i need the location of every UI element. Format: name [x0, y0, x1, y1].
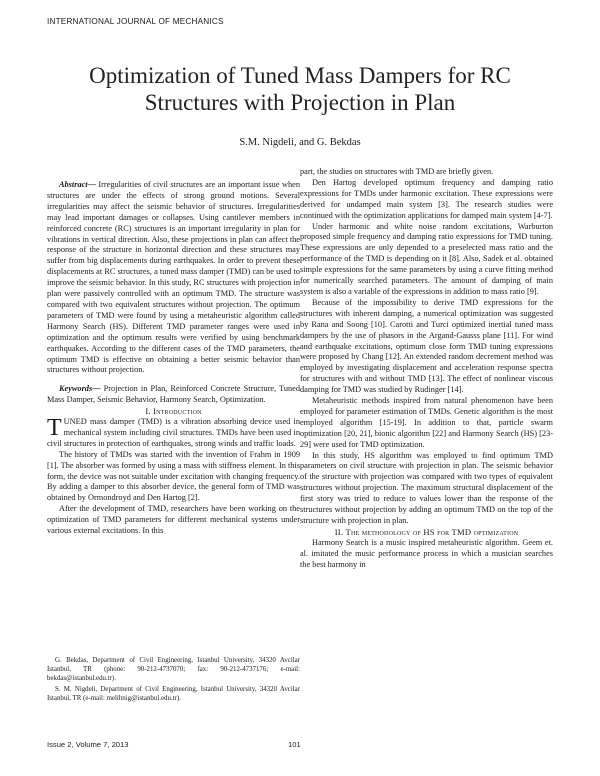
right-paragraph-2: Under harmonic and white noise random excitations, Warburton proposed simple frequency and damping ratio expressions for TMD tuning. These expressions are only depended to a preselected mass ratio and the performance of the TMD is depending on it [8]. Also, Sadek et al. obtained simple expressions for the same parameters by using a curve fitting method for numerically searched parameters. The amount of damping of main system is also a variable of the expressions in addition to mass ratio [9]. [300, 221, 553, 296]
section-title: The methodology of HS for TMD optimization [345, 526, 519, 537]
section-number: II. [334, 526, 346, 537]
abstract-label: Abstract— [59, 180, 96, 189]
right-paragraph-3: Because of the impossibility to derive TMD expressions for the structures with inherent damping, a numerical optimization was suggested by Rana and Soong [10]. Carotti and Turci optimized inertial tuned mass dampers by the use of phasors in the Argand-Gausss plane [11]. For wind and earthquake excitations, optimum close form TMD tuning expressions were proposed by Chang [12]. An extended random decrement method was employed by investigating displacement and acceleration response spectra for structures with and without TMD [13]. The effect of nonlinear viscous damping for TMD was studied by Rudinger [14]. [300, 297, 553, 395]
abstract-text: Irregularities of civil structures are an important issue when structures are under the effects of strong ground motions. Several irregularities may affect the seismic behavior of structures. Irregularities may lead important damages or collapses. Using cantilever members in reinforced concrete (RC) structures is an important irregularity in plan for vibrations in vertical direction. Also, these projections in plan can affect the response of the structure in horizontal direction and these structures may suffer from big displacements during earthquakes. In order to prevent these displacements at RC structures, a tuned mass damper (TMD) can be used to improve the seismic behavior. In this study, RC structures with projection in plan were passively controlled with an optimum TMD. The structure was compared with two equivalent structures without projection. The optimum parameters of TMD were found by using a metaheuristic algorithm called Harmony Search (HS). Different TMD parameter ranges were used in optimization and the optimum results were verified by using benchmark earthquakes. According to the different cases of the TMD parameters, the optimum TMD is effective on obtaining a better seismic behavior than structures without projection. [47, 180, 300, 375]
keywords [47, 384, 300, 406]
right-column [300, 167, 553, 571]
keywords-text: Projection in Plan, Reinforced Concrete Structure, Tuned Mass Damper, Seismic Behavior, Harmony Search, Optimization. [47, 384, 300, 405]
footnote-bekdas: G. Bekdas, Department of Civil Engineering, Istanbul University, 34320 Avcilar Istanbul, TR (phone: 90-212-4737070; fax: 90-212-4737176; e-mail: bekdas@istanbul.edu.tr). [47, 657, 300, 682]
abstract [47, 180, 300, 376]
intro-paragraph-2: The history of TMDs was started with the invention of Frahm in 1909 [1]. The absorber was formed by using a mass with stiffness element. In this form, the device was not suitable under excitation with changing frequency. By adding a damper to this absorber device, the general form of TMD was obtained by Ormondroyd and Den Hartog [2]. [47, 449, 300, 503]
section-heading-introduction [47, 406, 300, 417]
right-paragraph-1: Den Hartog developed optimum frequency and damping ratio expressions for TMDs under harmonic excitation. These expressions were derived for undamped main system [3]. The research studies were continued with the optimization applications for damped main system [4-7]. [300, 177, 553, 220]
paper-title: Optimization of Tuned Mass Dampers for RC Structures with Projection in Plan [89, 63, 511, 115]
section-number: I. [145, 406, 154, 417]
journal-name: INTERNATIONAL JOURNAL OF MECHANICS [47, 17, 224, 26]
left-column [47, 180, 300, 537]
section-title: Introduction [153, 406, 202, 417]
right-paragraph-0: part, the studies on structures with TMD are briefly given. [300, 167, 494, 176]
issue-info: Issue 2, Volume 7, 2013 [47, 740, 129, 749]
page-number: 101 [288, 740, 301, 749]
footnotes [47, 656, 300, 705]
drop-cap: T [47, 415, 62, 442]
intro-paragraph-1 [47, 417, 300, 450]
intro-paragraph-3: After the development of TMD, researchers have been working on the optimization of TMD parameters for different mechanical systems under various external excitations. In this [47, 504, 300, 536]
right-paragraph-6: Harmony Search is a music inspired metaheuristic algorithm. Geem et. al. imitated the music performance process in which a musician searches the best harmony in [300, 537, 553, 569]
keywords-label: Keywords— [59, 384, 101, 394]
right-paragraph-5: In this study, HS algorithm was employed to find optimum TMD parameters on civil structure with projection in plan. The seismic behavior of the structure with projection was compared with two types of equivalent structures without projection. The maximum structural displacement of the first story was tried to reduce to values lower than the response of the structures without projection by adding an optimum TMD on the top of the structure with projection in plan. [300, 450, 553, 525]
section-heading-methodology [300, 527, 553, 538]
paper-authors: S.M. Nigdeli, and G. Bekdas [239, 137, 361, 148]
footnote-nigdeli: S. M. Nigdeli, Department of Civil Engineering, Istanbul University, 34320 Avcilar Istanbul, TR (e-mail: melihnig@istanbul.edu.tr). [47, 686, 300, 702]
intro-paragraph-1-text: UNED mass damper (TMD) is a vibration absorbing device used in mechanical system including civil structures. TMDs have been used in civil structures in protection of earthquakes, strong winds and traffic loads. [47, 417, 300, 448]
right-paragraph-4: Metaheuristic methods inspired from natural phenomenon have been employed for parameter estimation of TMDs. Genetic algorithm is the most employed algorithm [15-19]. In addition to that, particle swarm optimization [20, 21], bionic algorithm [22] and Harmony Search (HS) [23-29] were used for TMD optimization. [300, 396, 553, 449]
